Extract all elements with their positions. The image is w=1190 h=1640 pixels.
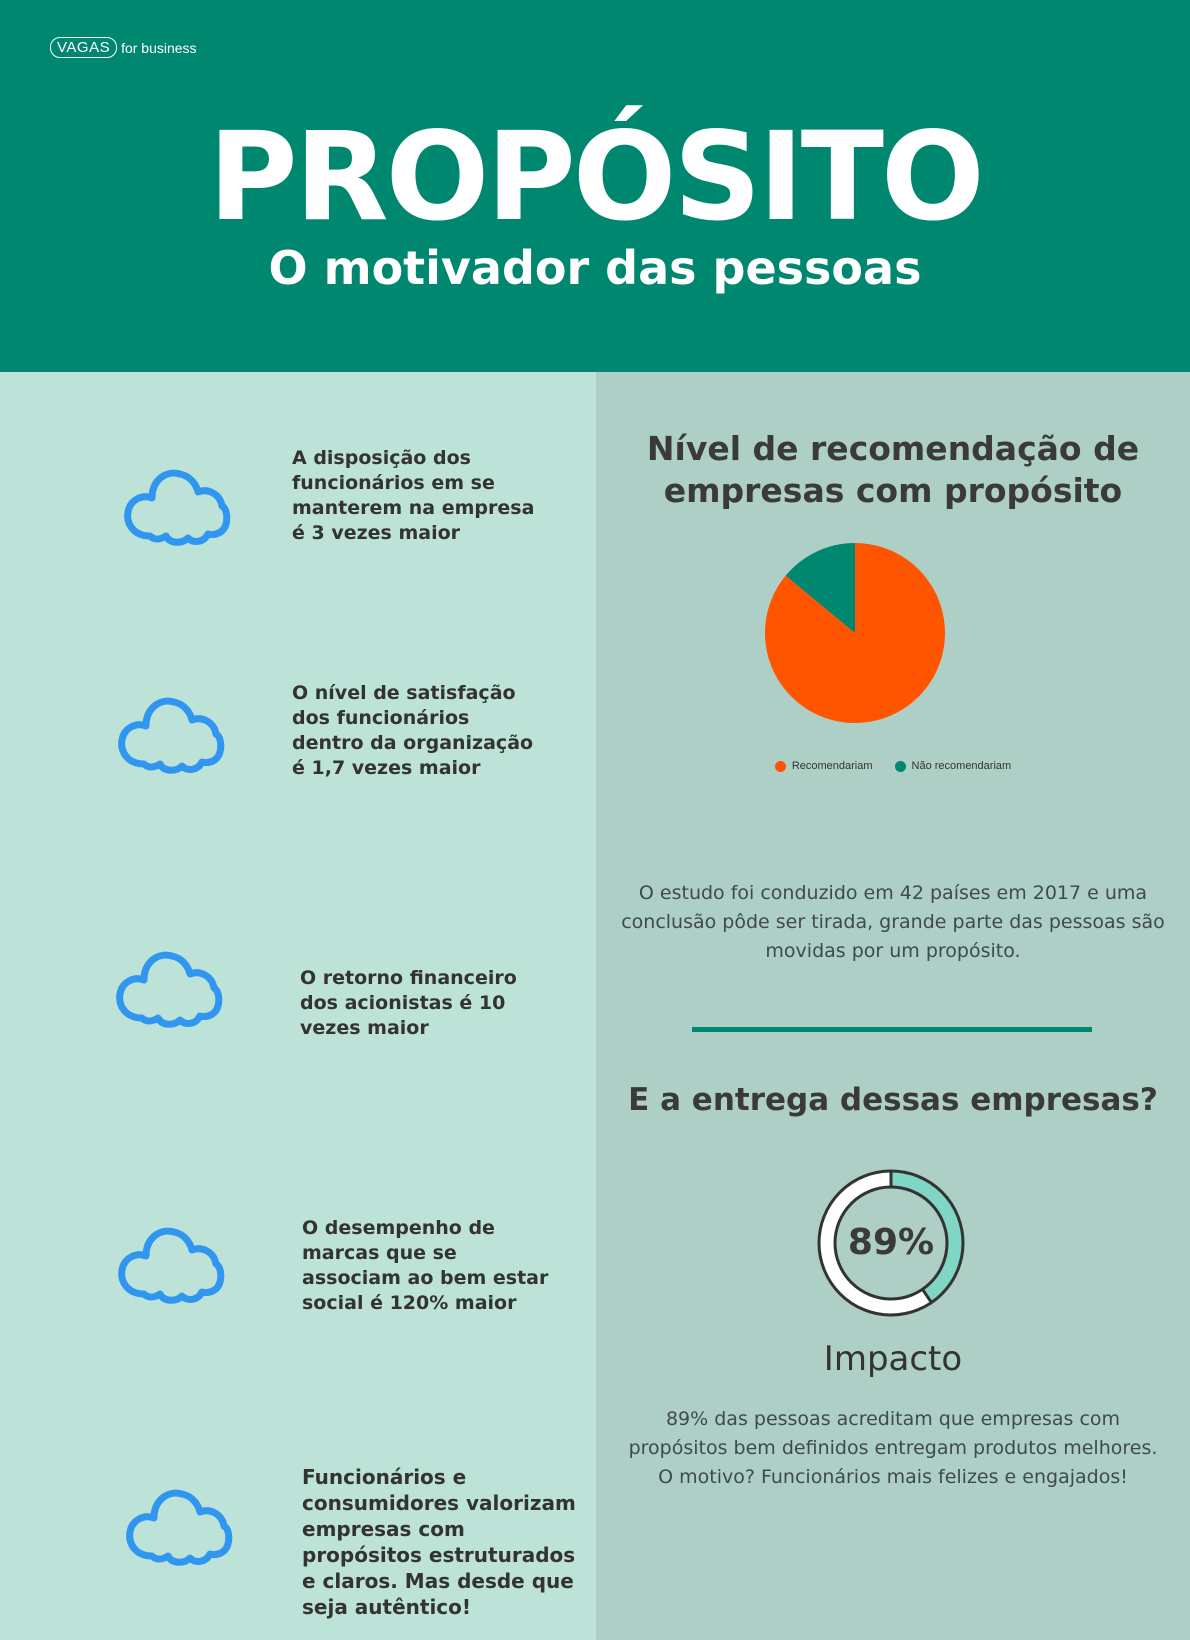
delivery-title: E a entrega dessas empresas? <box>628 1082 1158 1118</box>
stat-text: O desempenho de marcas que se associam ao bem estar social é 120% maior <box>302 1217 549 1314</box>
study-text: O estudo foi conduzido em 42 países em 2017 e uma conclusão pôde ser tirada, grande parte das pessoas são movidas por um propósito. <box>621 882 1165 962</box>
header <box>0 0 1190 372</box>
cloud-icon <box>114 944 224 1028</box>
vagas-logo[interactable] <box>50 37 197 58</box>
impact-caption: Impacto <box>823 1339 963 1379</box>
logo-box: VAGAS <box>50 37 117 58</box>
stat-text: O retorno financeiro dos acionistas é 10 vezes maior <box>300 967 517 1039</box>
cloud-icon <box>116 1220 226 1304</box>
legend-label: Não recomendariam <box>911 760 1012 772</box>
chart-legend <box>596 760 1190 772</box>
section-divider <box>692 1027 1092 1032</box>
chart-title: Nível de recomendação de empresas com propósito <box>646 429 1140 510</box>
legend-label: Recomendariam <box>791 760 873 772</box>
donut-value-label: 89% <box>847 1222 935 1263</box>
impact-description: 89% das pessoas acreditam que empresas com propósitos bem definidos entregam produtos melhores. O motivo? Funcionários mais felizes e engajados! <box>628 1408 1158 1488</box>
legend-item[interactable] <box>775 760 873 772</box>
cloud-icon <box>124 1482 234 1566</box>
stat-text: O nível de satisfação dos funcionários dentro da organização é 1,7 vezes maior <box>292 682 534 779</box>
logo-suffix: for business <box>121 39 197 56</box>
cloud-icon <box>122 462 232 546</box>
page-subtitle: O motivador das pessoas <box>268 241 922 295</box>
stat-text: A disposição dos funcionários em se manterem na empresa é 3 vezes maior <box>292 447 535 544</box>
legend-swatch <box>895 761 906 772</box>
page-title: PROPÓSITO <box>208 106 982 248</box>
legend-item[interactable] <box>895 760 1012 772</box>
legend-swatch <box>775 761 786 772</box>
stat-text: Funcionários e consumidores valorizam empresas com propósitos estruturados e claros. Mas desde que seja autêntico! <box>302 1465 576 1619</box>
pie-chart <box>760 538 950 728</box>
cloud-icon <box>116 690 226 774</box>
